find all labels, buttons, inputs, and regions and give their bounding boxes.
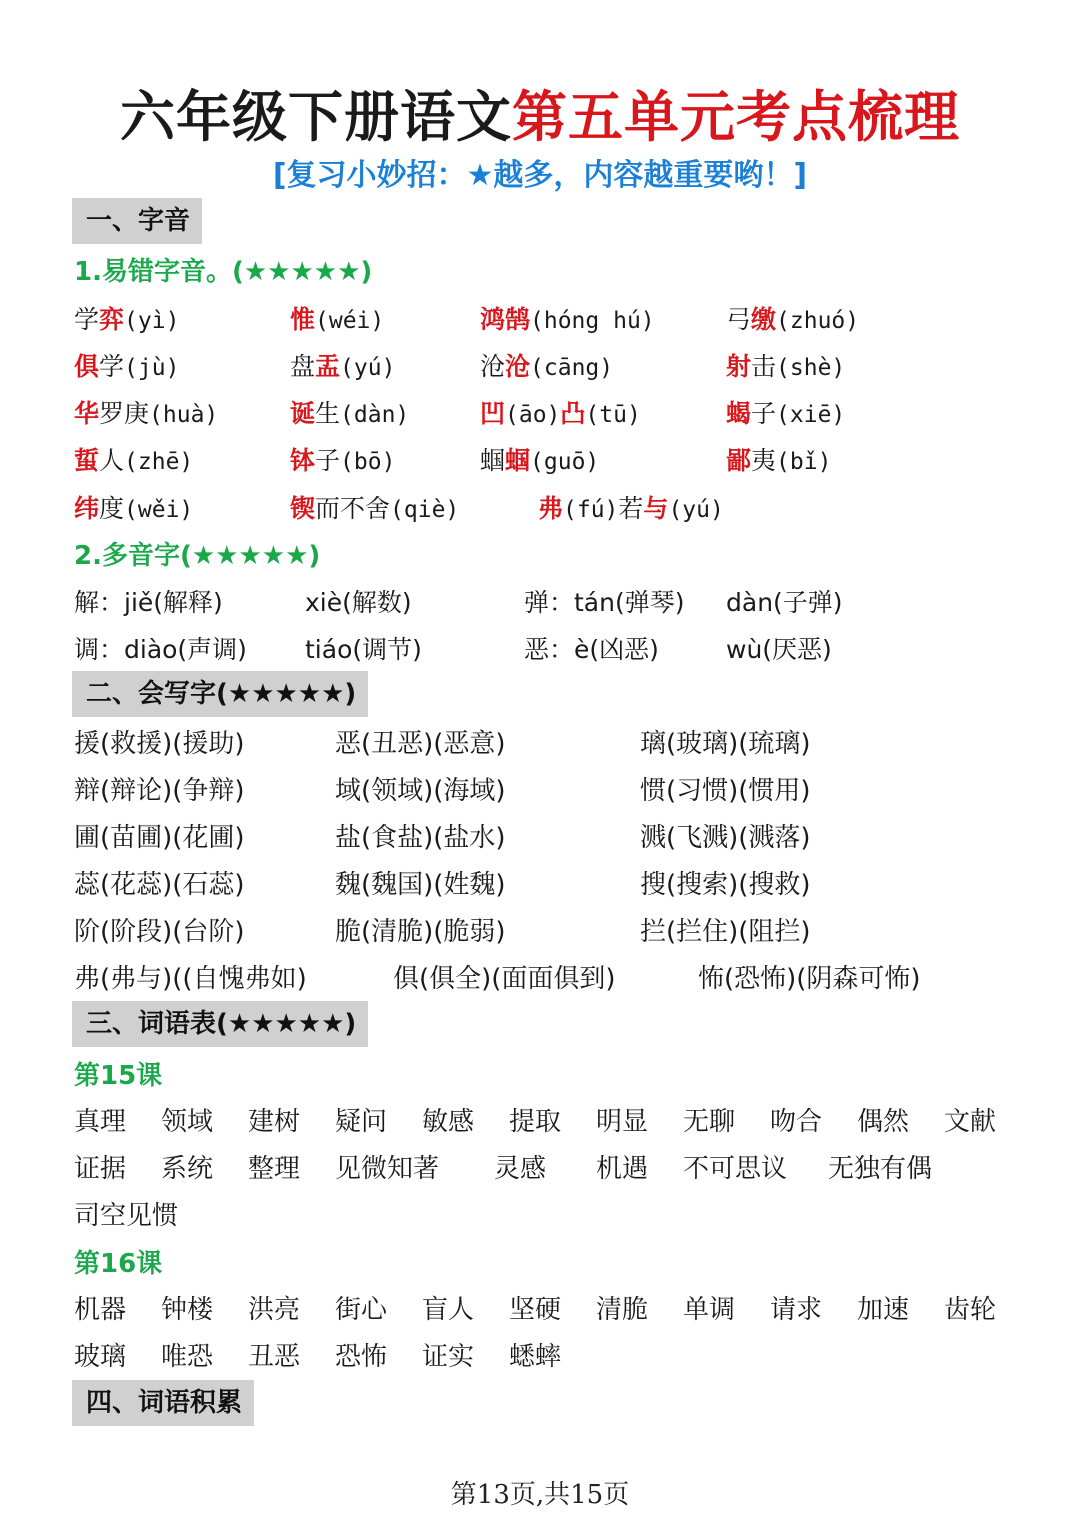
vocab-word: 偶然: [857, 1107, 910, 1137]
poly-item: xiè(解数): [305, 588, 412, 617]
vocab-word: 文献: [944, 1107, 997, 1137]
write-item: 圃(苗圃)(花圃): [74, 823, 245, 853]
vocab-word: 蟋蟀: [509, 1342, 562, 1372]
pron-heading: 1.易错字音。(★★★★★): [74, 257, 373, 287]
vocab-word: 领域: [161, 1107, 214, 1137]
vocab-word: 明显: [596, 1107, 649, 1137]
vocab-word: 机器: [74, 1295, 127, 1325]
vocab-word: 丑恶: [248, 1342, 301, 1372]
vocab-word: 见微知著: [335, 1154, 440, 1184]
poly-heading: 2.多音字(★★★★★): [74, 541, 321, 571]
write-item: 恶(丑恶)(恶意): [335, 729, 506, 759]
write-item: 璃(玻璃)(琉璃): [640, 729, 811, 759]
vocab-word: 恐怖: [335, 1342, 388, 1372]
poly-item: tiáo(调节): [305, 635, 422, 664]
write-item: 脆(清脆)(脆弱): [335, 917, 506, 947]
poly-item: 弹：tán(弹琴): [524, 588, 685, 617]
page-title: [0, 82, 1080, 152]
section-vocab: 三、词语表(★★★★★): [72, 1001, 368, 1047]
write-item: 援(救援)(援助): [74, 729, 245, 759]
write-item: 惯(习惯)(惯用): [640, 776, 811, 806]
write-item: 魏(魏国)(姓魏): [335, 870, 506, 900]
poly-item: 恶：è(凶恶): [524, 635, 659, 664]
vocab-word: 无独有偶: [828, 1154, 933, 1184]
pron-item: 弗(fú)若与(yú): [538, 494, 724, 523]
vocab-word: 疑问: [335, 1107, 388, 1137]
vocab-word: 机遇: [596, 1154, 649, 1184]
vocab-word: 无聊: [683, 1107, 736, 1137]
vocab-word: 敏感: [422, 1107, 475, 1137]
pron-item: 蝎子(xiē): [726, 399, 846, 428]
write-item: 辩(辩论)(争辩): [74, 776, 245, 806]
pron-item: 沧沧(cāng): [480, 352, 614, 381]
vocab-word: 盲人: [422, 1295, 475, 1325]
write-item: 阶(阶段)(台阶): [74, 917, 245, 947]
vocab-word: 加速: [857, 1295, 910, 1325]
pron-item: 鄙夷(bǐ): [726, 446, 832, 475]
vocab-word: 建树: [248, 1107, 301, 1137]
pron-item: 俱学(jù): [74, 352, 180, 381]
vocab-word: 不可思议: [683, 1154, 788, 1184]
vocab-word: 系统: [161, 1154, 214, 1184]
subtitle: [复习小妙招：★越多，内容越重要哟！]: [272, 158, 808, 193]
title-black: 六年级下册语文: [119, 84, 512, 149]
vocab-word: 吻合: [770, 1107, 823, 1137]
pron-item: 鸿鹄(hóng hú): [480, 305, 655, 334]
vocab-word: 提取: [509, 1107, 562, 1137]
vocab-word: 司空见惯: [74, 1201, 179, 1231]
section-pronunciation: 一、字音: [72, 198, 202, 244]
write-item: 弗(弗与)((自愧弗如): [74, 964, 307, 994]
pron-item: 弓缴(zhuó): [726, 305, 860, 334]
lesson16-label: 第16课: [74, 1249, 163, 1279]
write-item: 搜(搜索)(搜救): [640, 870, 811, 900]
pron-item: 盘盂(yú): [290, 352, 396, 381]
vocab-word: 齿轮: [944, 1295, 997, 1325]
page-footer: 第13页,共15页: [450, 1480, 630, 1510]
poly-item: 调：diào(声调): [74, 635, 247, 664]
pron-item: 纬度(wěi): [74, 494, 194, 523]
vocab-word: 证实: [422, 1342, 475, 1372]
vocab-word: 清脆: [596, 1295, 649, 1325]
vocab-word: 街心: [335, 1295, 388, 1325]
vocab-word: 玻璃: [74, 1342, 127, 1372]
pron-item: 锲而不舍(qiè): [290, 494, 460, 523]
pron-item: 学弈(yì): [74, 305, 180, 334]
title-red: 第五单元考点梳理: [512, 84, 961, 149]
write-item: 溅(飞溅)(溅落): [640, 823, 811, 853]
vocab-word: 单调: [683, 1295, 736, 1325]
pron-item: 凹(āo)凸(tū): [480, 399, 641, 428]
section-accumulation: 四、词语积累: [72, 1380, 254, 1426]
write-item: 拦(拦住)(阻拦): [640, 917, 811, 947]
vocab-word: 真理: [74, 1107, 127, 1137]
pron-item: 惟(wéi): [290, 305, 385, 334]
write-item: 怖(恐怖)(阴森可怖): [698, 964, 921, 994]
vocab-word: 唯恐: [161, 1342, 214, 1372]
pron-item: 蜇人(zhē): [74, 446, 194, 475]
pron-item: 诞生(dàn): [290, 399, 410, 428]
pron-item: 钵子(bō): [290, 446, 396, 475]
vocab-word: 灵感: [494, 1154, 547, 1184]
section-writing: 二、会写字(★★★★★): [72, 671, 368, 717]
vocab-word: 整理: [248, 1154, 301, 1184]
poly-item: wù(厌恶): [726, 635, 832, 664]
vocab-word: 坚硬: [509, 1295, 562, 1325]
pron-item: 射击(shè): [726, 352, 846, 381]
vocab-word: 证据: [74, 1154, 127, 1184]
write-item: 域(领域)(海域): [335, 776, 506, 806]
lesson15-label: 第15课: [74, 1061, 163, 1091]
vocab-word: 钟楼: [161, 1295, 214, 1325]
poly-item: 解：jiě(解释): [74, 588, 223, 617]
write-item: 盐(食盐)(盐水): [335, 823, 506, 853]
pron-item: 华罗庚(huà): [74, 399, 219, 428]
poly-item: dàn(子弹): [726, 588, 843, 617]
vocab-word: 请求: [770, 1295, 823, 1325]
write-item: 蕊(花蕊)(石蕊): [74, 870, 245, 900]
vocab-word: 洪亮: [248, 1295, 301, 1325]
pron-item: 蝈蝈(guō): [480, 446, 600, 475]
write-item: 俱(俱全)(面面俱到): [393, 964, 616, 994]
